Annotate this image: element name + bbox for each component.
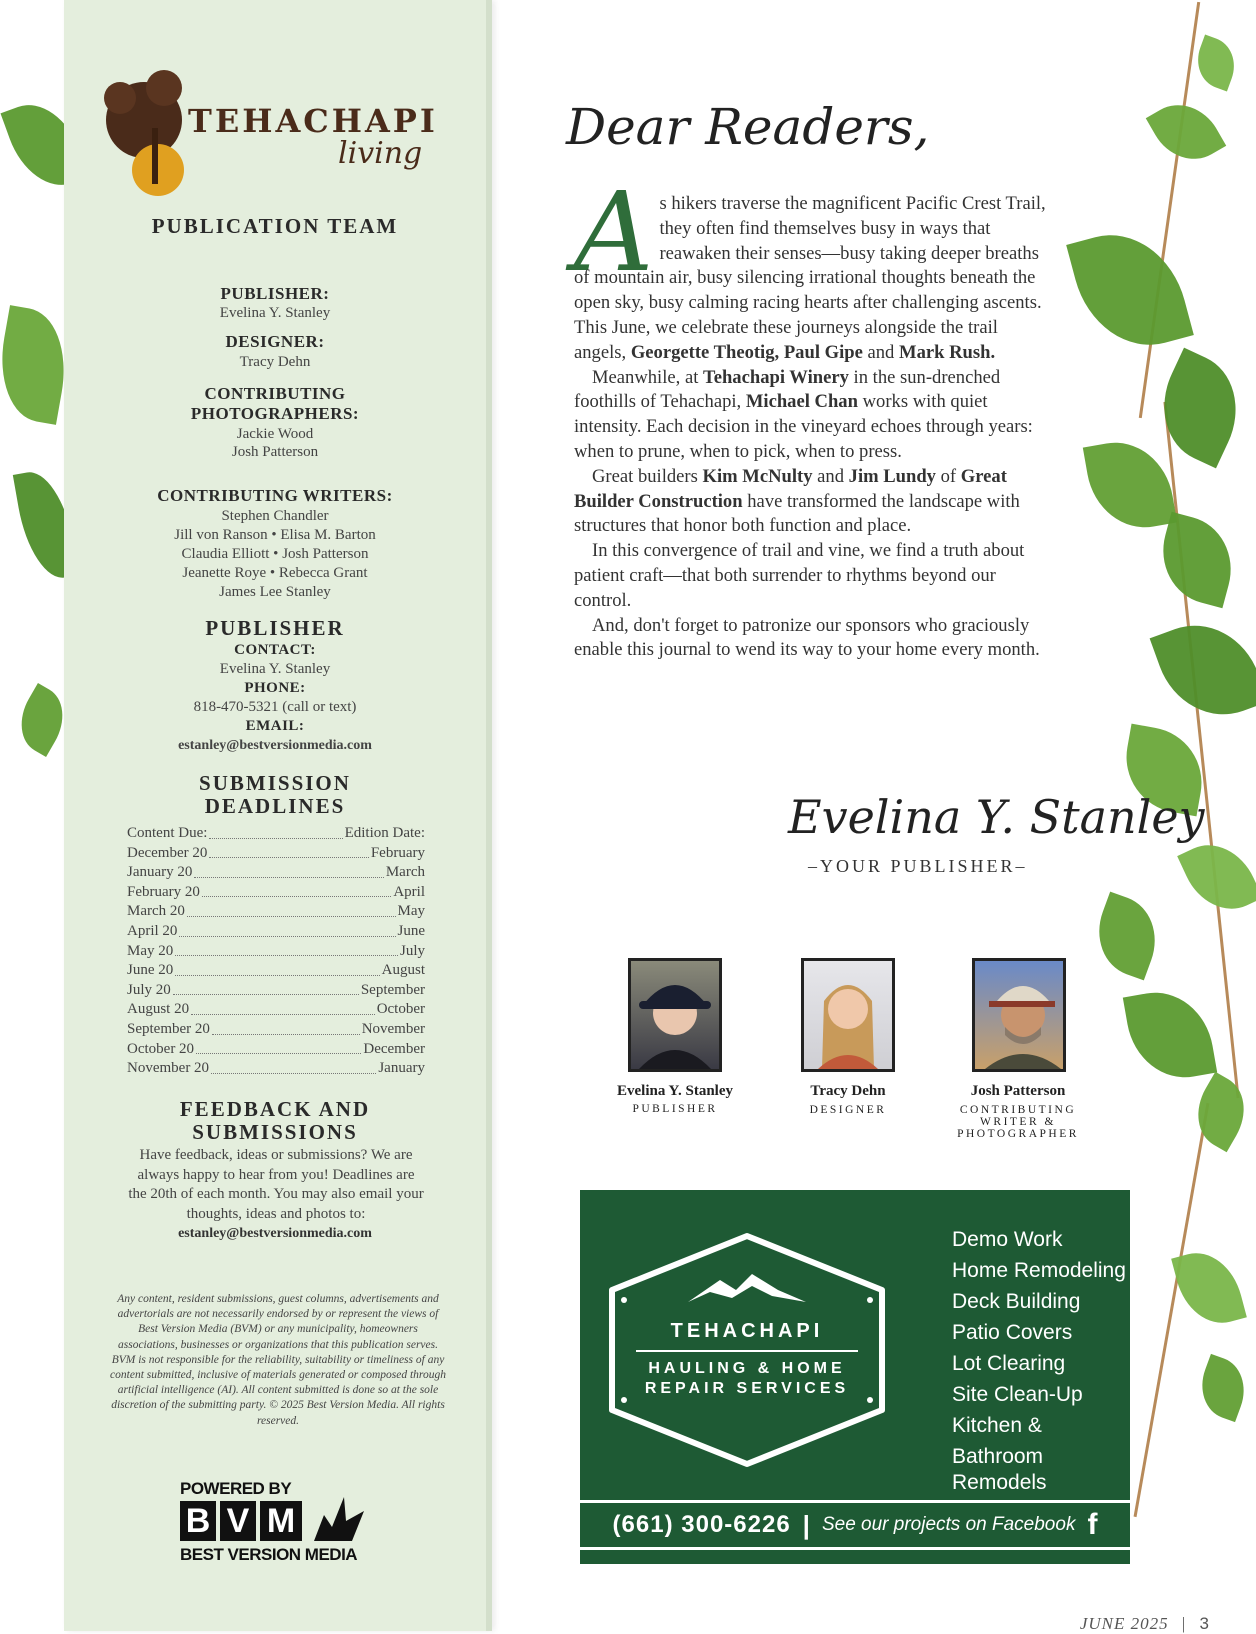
deadline-row [127, 1000, 425, 1020]
deadline-header-edition: Edition Date: [344, 825, 425, 841]
disclaimer-text: Any content, resident submissions, guest columns, advertisements and advertorials are not necessarily endorsed by or represent the views of Best Version Media (BVM) or any municipality, homeowners associations, businesses or organizations that this publication serves. BVM is not responsible for the reliability, suitability or timeliness of any content submitted, inclusive of materials generated or composed through artificial intelligence (AI). All content submitted is done so at the sole discretion of the submitting party. © 2025 Best Version Media. All rights reserved. [110, 1293, 446, 1427]
designer-label: DESIGNER: [225, 332, 325, 351]
avatar [972, 958, 1066, 1072]
team-member-role: PUBLISHER [632, 1103, 718, 1115]
letter-highlight: Georgette Theotig, Paul Gipe [630, 341, 863, 363]
tehachapi-living-logo [100, 58, 438, 198]
deadline-edition: March [385, 864, 425, 881]
avatar [801, 958, 895, 1072]
publication-team-heading: PUBLICATION TEAM [151, 214, 399, 238]
signature-title: –YOUR PUBLISHER– [808, 856, 1028, 876]
deadline-due: January 20 [127, 864, 193, 881]
phone-label: PHONE: [244, 680, 306, 696]
team-member-name: Tracy Dehn [810, 1083, 886, 1099]
service-item: Site Clean-Up [952, 1383, 1083, 1406]
ad-tagline-line2: REPAIR SERVICES [644, 1380, 850, 1397]
service-item: Remodels [952, 1471, 1047, 1494]
photographer-name: Josh Patterson [231, 444, 319, 460]
deadline-due: December 20 [127, 844, 208, 861]
service-item: Demo Work [952, 1228, 1063, 1251]
bvm-letter: V [220, 1501, 256, 1541]
bvm-letter: B [180, 1501, 216, 1541]
feedback-text: Have feedback, ideas or submissions? We are always happy to hear from you! Deadlines are the 20th of each month. You may also email your thoughts, ideas and photos to: [128, 1147, 424, 1222]
issue-date: JUNE 2025 [1079, 1614, 1169, 1633]
designer-name: Tracy Dehn [239, 354, 311, 370]
ad-services-list [952, 1224, 1130, 1494]
writer-line: James Lee Stanley [219, 584, 331, 600]
bvm-burst-icon [314, 1497, 364, 1543]
deadline-edition: September [360, 981, 425, 998]
contact-name: Evelina Y. Stanley [219, 661, 331, 677]
deadline-edition: October [376, 1001, 425, 1018]
page-footer [1080, 1614, 1210, 1634]
service-item: Lot Clearing [952, 1352, 1066, 1375]
deadlines-heading-line2: DEADLINES [204, 794, 346, 818]
deadline-due: August 20 [127, 1001, 190, 1018]
deadline-edition: November [361, 1020, 425, 1037]
publisher-label: PUBLISHER: [220, 284, 330, 303]
deadline-row [127, 902, 425, 922]
ad-tagline-line1: HAULING & HOME [648, 1360, 846, 1377]
letter-text: s hikers traverse the magnificent Pacific Crest Trail, they often find themselves busy in ways that reawaken their senses—busy taking deeper breaths of mountain air, busy silencing irrational thoughts beneath the open sky, busy calming racing hearts after challenging ascents. This June, we celebrate these journeys alongside the trail angels, [574, 193, 1046, 363]
letter-highlight: Tehachapi Winery [703, 366, 849, 388]
letter-highlight: Jim Lundy [848, 465, 936, 487]
deadline-edition: June [397, 922, 425, 939]
team-member-role: CONTRIBUTING [959, 1104, 1077, 1116]
ad-divider [636, 1350, 858, 1352]
logo-title: TEHACHAPI [188, 102, 438, 140]
deadline-due: February 20 [127, 883, 200, 900]
deadline-row [127, 1040, 425, 1060]
deadline-due: November 20 [127, 1060, 210, 1077]
service-item: Patio Covers [952, 1321, 1073, 1344]
ad-phone[interactable]: (661) 300-6226 [612, 1511, 791, 1538]
letter-paragraph [574, 366, 1054, 465]
letter-highlight: Kim McNulty [702, 465, 813, 487]
person-icon [631, 961, 719, 1069]
deadline-edition: January [378, 1060, 425, 1077]
team-member-role: PHOTOGRAPHER [957, 1128, 1079, 1140]
writer-line: Stephen Chandler [221, 508, 329, 524]
deadline-edition: April [393, 883, 425, 900]
writers-label: CONTRIBUTING WRITERS: [157, 486, 393, 505]
deadline-edition: December [363, 1040, 425, 1057]
deadline-due: May 20 [127, 942, 174, 959]
letter-highlight: Mark Rush. [899, 341, 996, 363]
photographers-label-line1: CONTRIBUTING [204, 384, 346, 403]
letter-body [574, 168, 1054, 663]
ad-separator: | [802, 1509, 810, 1540]
letter-text: Great builders [592, 465, 703, 487]
publisher-name: Evelina Y. Stanley [219, 305, 331, 321]
deadline-edition: February [370, 844, 425, 861]
deadline-row [127, 942, 425, 962]
letter-greeting: Dear Readers, [566, 98, 930, 156]
service-item: Deck Building [952, 1290, 1081, 1313]
letter-paragraph [574, 168, 1054, 366]
deadline-due: March 20 [127, 903, 185, 920]
letter-highlight: Great Builder Construction [574, 465, 1007, 512]
tehachapi-hauling-ad[interactable] [580, 1190, 1130, 1564]
bvm-letter-boxes [180, 1501, 302, 1541]
bvm-powered-by: POWERED BY [180, 1479, 292, 1498]
letter-text: and [812, 465, 849, 487]
feedback-heading-line2: SUBMISSIONS [192, 1120, 358, 1144]
avatar [628, 958, 722, 1072]
publisher-signature: Evelina Y. Stanley [788, 790, 1205, 844]
deadline-row [127, 883, 425, 903]
letter-paragraph: In this convergence of trail and vine, we find a truth about patient craft—that both surrender to rhythms beyond our control. [574, 540, 1025, 611]
deadline-edition: August [381, 962, 425, 979]
deadlines-heading-line1: SUBMISSION [199, 771, 351, 795]
deadline-row [127, 844, 425, 864]
letter-text: works with quiet intensity. Each decision in the vineyard echoes through years: when to prune, when to pick, when to press. [574, 391, 1033, 462]
letter-text: have transformed the landscape with structures that honor both function and place. [574, 490, 1020, 537]
deadlines-table [127, 824, 425, 1079]
deadline-due: July 20 [127, 981, 171, 998]
letter-paragraph: And, don't forget to patronize our sponsors who graciously enable this journal to wend its way to your home every month. [574, 614, 1040, 661]
deadline-due: June 20 [127, 962, 174, 979]
ad-contact-bar [580, 1500, 1130, 1550]
team-member-name: Evelina Y. Stanley [617, 1083, 733, 1099]
photographers-label-line2: PHOTOGRAPHERS: [190, 404, 360, 423]
deadline-row [127, 863, 425, 883]
email-address[interactable]: estanley@bestversionmedia.com [178, 738, 372, 753]
writer-line: Claudia Elliott • Josh Patterson [181, 546, 369, 562]
feedback-email[interactable]: estanley@bestversionmedia.com [178, 1226, 372, 1241]
deadline-header-due: Content Due: [127, 825, 208, 841]
deadline-row [127, 922, 425, 942]
deadline-due: April 20 [127, 922, 178, 939]
service-item: Kitchen & Bathroom [952, 1414, 1044, 1468]
person-icon [804, 961, 892, 1069]
bvm-logo [180, 1479, 380, 1584]
letter-text: and [862, 341, 900, 363]
page-number: 3 [1199, 1614, 1210, 1633]
deadline-row [127, 1059, 425, 1079]
email-label: EMAIL: [245, 718, 305, 734]
writer-line: Jill von Ranson • Elisa M. Barton [174, 527, 376, 543]
deadline-row [127, 1020, 425, 1040]
drop-cap: A [574, 168, 654, 296]
letter-text: in the sun-drenched foothills of Tehachapi, [574, 366, 1001, 413]
writer-line: Jeanette Roye • Rebecca Grant [182, 565, 368, 581]
deadline-row [127, 981, 425, 1001]
ad-brand: TEHACHAPI [670, 1320, 824, 1342]
ad-facebook-text[interactable]: See our projects on Facebook [821, 1514, 1076, 1535]
footer-separator: | [1181, 1614, 1187, 1633]
deadline-due: October 20 [127, 1040, 195, 1057]
photographer-name: Jackie Wood [236, 426, 314, 442]
letter-text: of [935, 465, 961, 487]
deadlines-header-row [127, 824, 425, 844]
service-item: Home Remodeling [952, 1259, 1126, 1282]
letter-text: Meanwhile, at [592, 366, 704, 388]
team-member-name: Josh Patterson [970, 1083, 1066, 1099]
deadline-edition: May [397, 903, 425, 920]
person-icon [975, 961, 1063, 1069]
contact-label: CONTACT: [234, 642, 316, 658]
deadline-row [127, 961, 425, 981]
feedback-heading-line1: FEEDBACK AND [179, 1097, 371, 1121]
bvm-company-name: BEST VERSION MEDIA [180, 1545, 358, 1564]
letter-paragraph [574, 465, 1054, 539]
bvm-letter: M [260, 1501, 302, 1541]
logo-subtitle: living [338, 136, 423, 171]
team-member-role: DESIGNER [809, 1104, 887, 1116]
publisher-contact-heading: PUBLISHER [205, 616, 345, 640]
letter-highlight: Michael Chan [745, 391, 858, 413]
facebook-icon[interactable]: f [1087, 1508, 1098, 1541]
deadline-due: September 20 [127, 1020, 210, 1037]
team-member-role: WRITER & [980, 1116, 1056, 1128]
deadline-edition: July [399, 942, 425, 959]
phone-number: 818-470-5321 (call or text) [193, 699, 357, 715]
